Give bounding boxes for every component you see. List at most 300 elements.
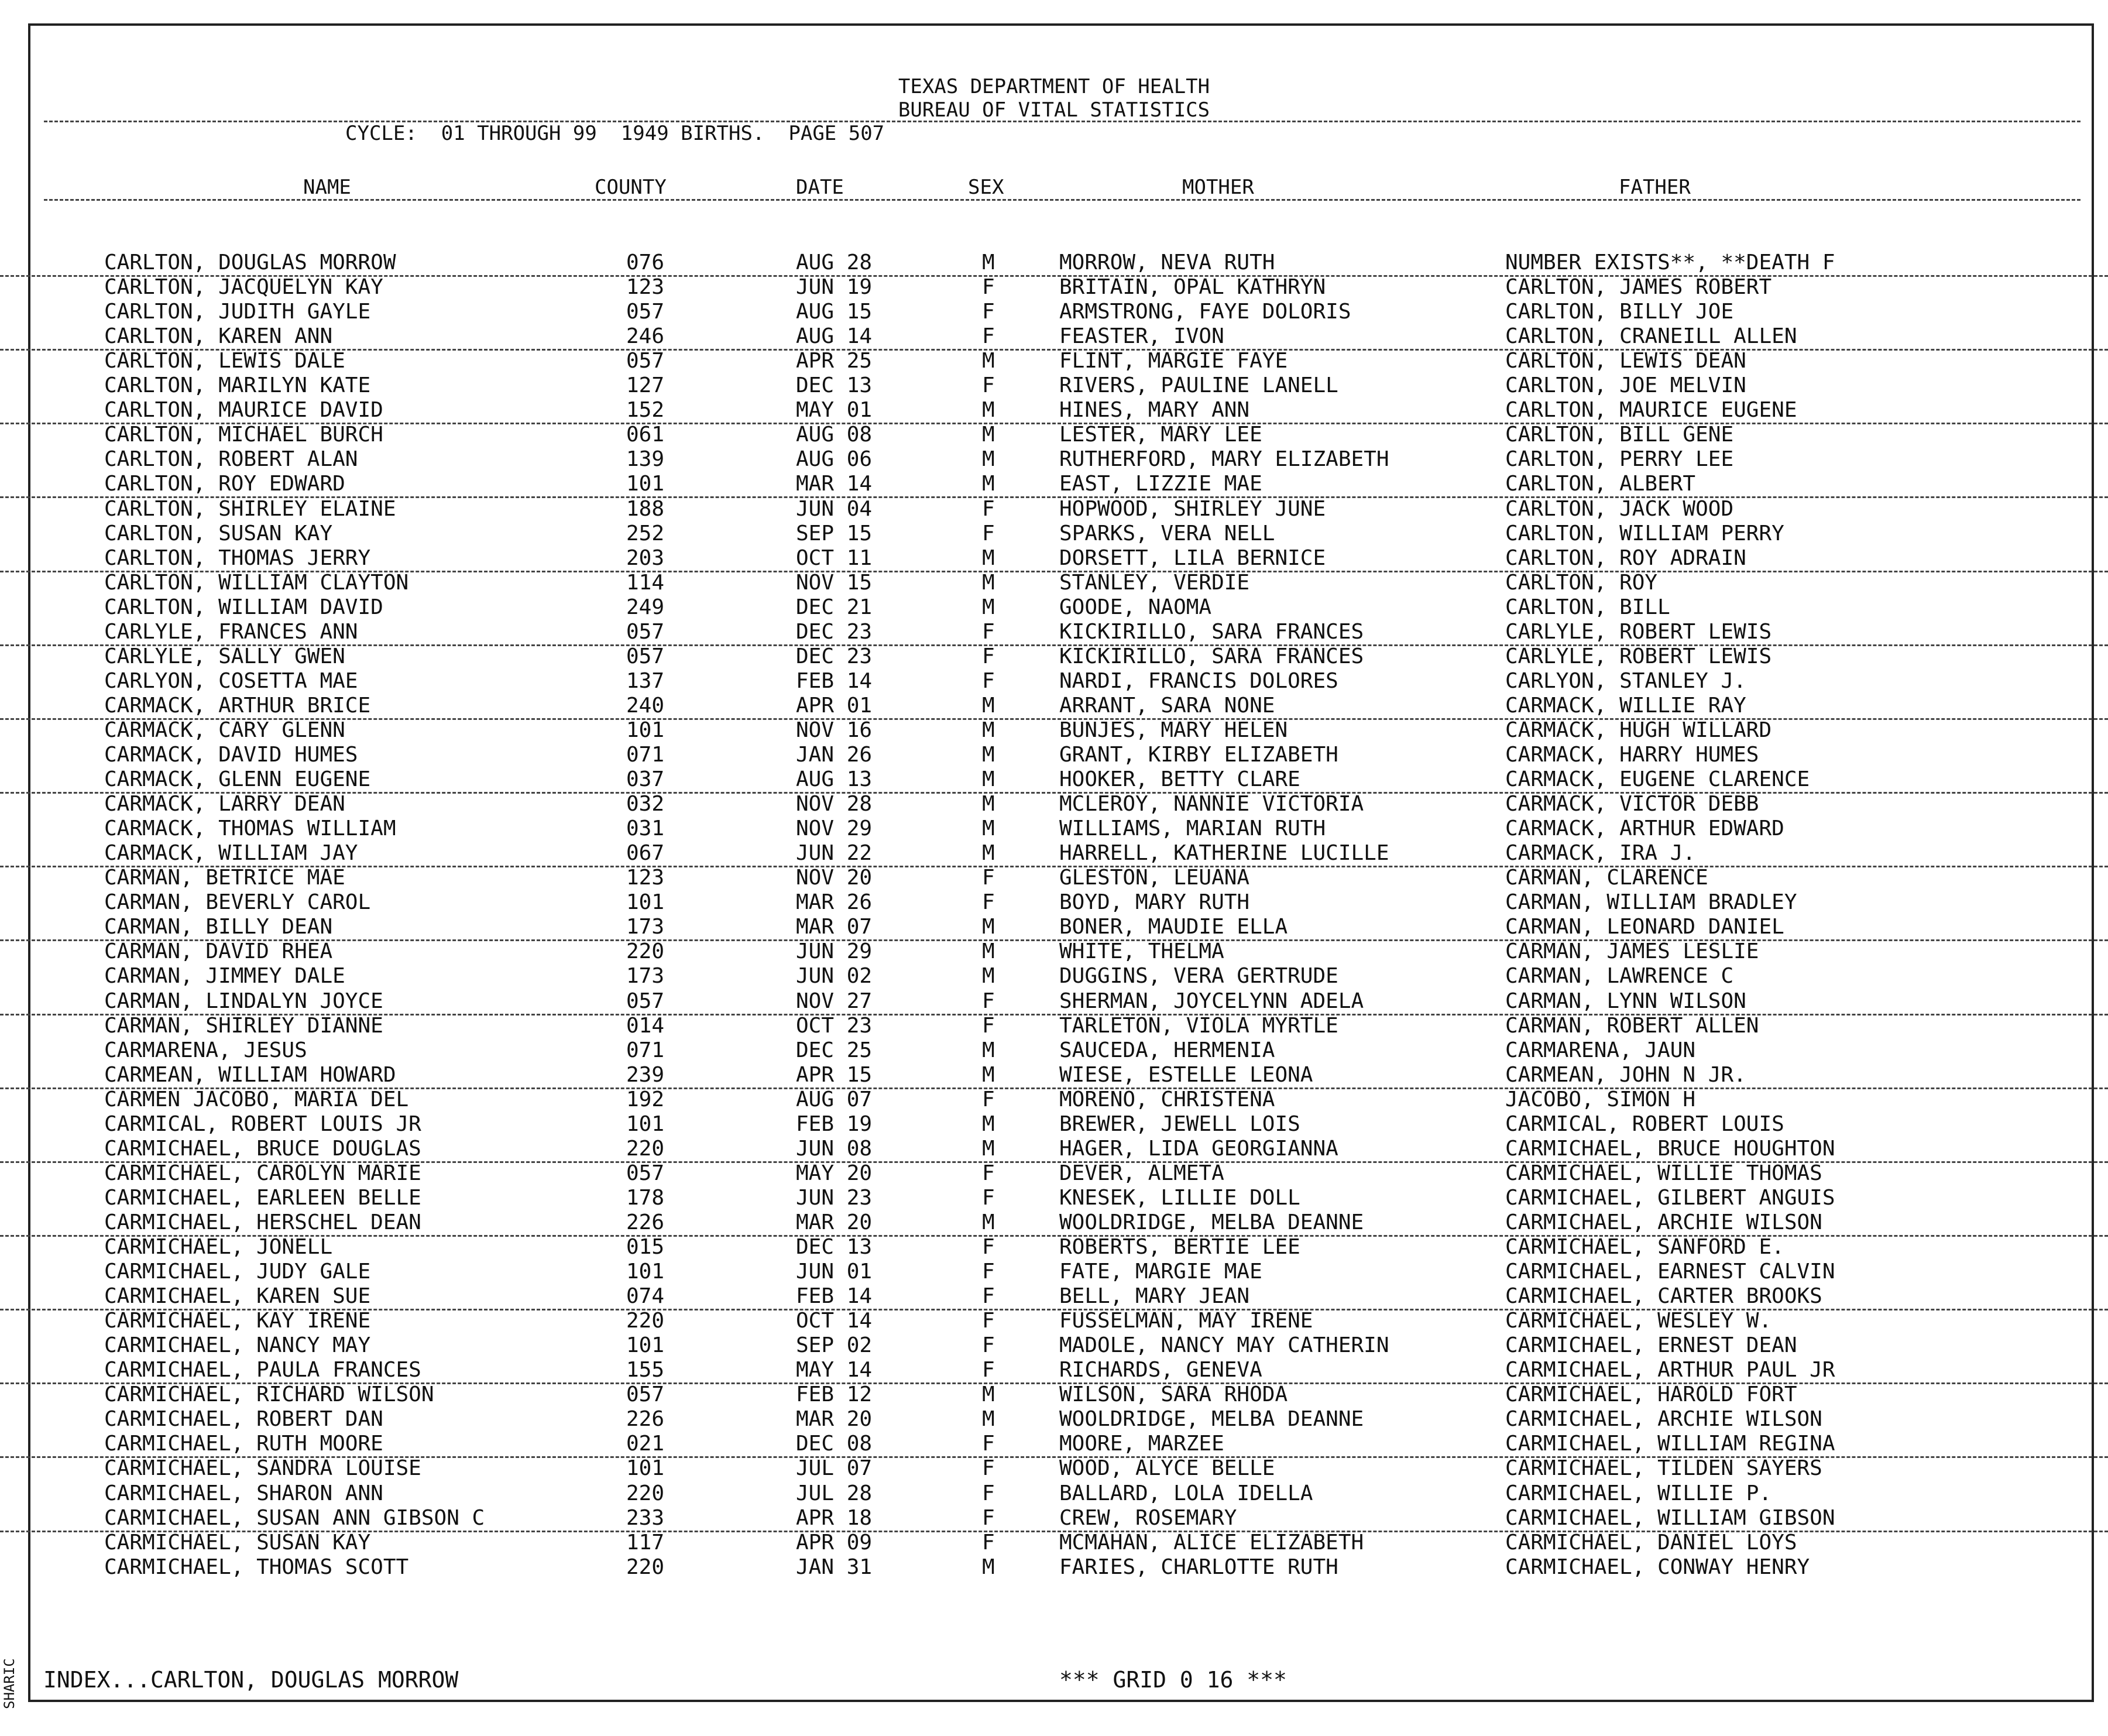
cell-mother: NARDI, FRANCIS DOLORES bbox=[1059, 668, 1338, 693]
table-row bbox=[0, 915, 2108, 941]
cell-sex: M bbox=[982, 1555, 995, 1579]
table-row bbox=[0, 644, 2108, 669]
cell-father: CARLYLE, ROBERT LEWIS bbox=[1505, 619, 1772, 644]
cell-county: 173 bbox=[626, 915, 665, 939]
cell-father: CARMACK, IRA J. bbox=[1505, 841, 1696, 866]
cell-sex: M bbox=[982, 1111, 995, 1136]
cell-father: CARMICHAEL, WILLIAM GIBSON bbox=[1505, 1505, 1835, 1530]
cell-date: MAY 20 bbox=[796, 1161, 873, 1185]
table-row bbox=[0, 1063, 2108, 1089]
cell-name: CARMAN, LINDALYN JOYCE bbox=[104, 989, 383, 1013]
column-sex: SEX bbox=[968, 176, 1004, 199]
cell-county: 101 bbox=[626, 1333, 665, 1358]
cell-father: CARMAN, LEONARD DANIEL bbox=[1505, 915, 1784, 939]
cell-county: 220 bbox=[626, 1309, 665, 1333]
table-row bbox=[0, 423, 2108, 447]
cell-name: CARLTON, SHIRLEY ELAINE bbox=[104, 496, 396, 521]
cell-date: AUG 28 bbox=[796, 251, 873, 275]
cell-mother: HAGER, LIDA GEORGIANNA bbox=[1059, 1136, 1338, 1161]
column-father: FATHER bbox=[1619, 176, 1691, 199]
cell-date: AUG 14 bbox=[796, 324, 873, 349]
table-row bbox=[0, 300, 2108, 324]
cell-name: CARLTON, MICHAEL BURCH bbox=[104, 423, 383, 447]
cell-name: CARMICHAEL, JONELL bbox=[104, 1235, 333, 1259]
cell-mother: BUNJES, MARY HELEN bbox=[1059, 718, 1288, 742]
cell-father: CARLTON, WILLIAM PERRY bbox=[1505, 521, 1784, 545]
cell-father: CARMICAL, ROBERT LOUIS bbox=[1505, 1111, 1784, 1136]
cell-date: DEC 23 bbox=[796, 619, 873, 644]
cell-county: 057 bbox=[626, 300, 665, 324]
cell-mother: STANLEY, VERDIE bbox=[1059, 570, 1250, 595]
cell-date: NOV 16 bbox=[796, 718, 873, 742]
cell-name: CARMAN, SHIRLEY DIANNE bbox=[104, 1013, 383, 1038]
cell-name: CARMICHAEL, KAREN SUE bbox=[104, 1284, 371, 1309]
cell-county: 101 bbox=[626, 890, 665, 915]
table-row bbox=[0, 939, 2108, 964]
cell-father: CARLTON, MAURICE EUGENE bbox=[1505, 398, 1797, 423]
cell-sex: F bbox=[982, 1260, 995, 1284]
cell-name: CARLTON, DOUGLAS MORROW bbox=[104, 251, 396, 275]
cell-father: CARLTON, LEWIS DEAN bbox=[1505, 349, 1746, 373]
cell-county: 192 bbox=[626, 1087, 665, 1111]
cell-county: 101 bbox=[626, 1260, 665, 1284]
cell-name: CARMAN, JIMMEY DALE bbox=[104, 964, 345, 989]
cell-sex: M bbox=[982, 743, 995, 767]
cell-father: CARMAN, JAMES LESLIE bbox=[1505, 939, 1759, 964]
cell-father: CARLTON, CRANEILL ALLEN bbox=[1505, 324, 1797, 349]
cell-mother: MCLEROY, NANNIE VICTORIA bbox=[1059, 792, 1364, 816]
cell-date: JUL 07 bbox=[796, 1456, 873, 1481]
cell-date: AUG 07 bbox=[796, 1087, 873, 1111]
table-row bbox=[0, 522, 2108, 546]
cell-mother: WHITE, THELMA bbox=[1059, 939, 1224, 964]
header-bureau: BUREAU OF VITAL STATISTICS bbox=[898, 98, 1210, 122]
table-row bbox=[0, 1112, 2108, 1137]
table-row bbox=[0, 620, 2108, 646]
cell-county: 252 bbox=[626, 521, 665, 545]
cell-county: 074 bbox=[626, 1284, 665, 1309]
table-row bbox=[0, 1087, 2108, 1112]
cell-father: CARMACK, HUGH WILLARD bbox=[1505, 718, 1772, 742]
table-row bbox=[0, 1333, 2108, 1358]
cell-county: 152 bbox=[626, 398, 665, 423]
cell-mother: BALLARD, LOLA IDELLA bbox=[1059, 1481, 1313, 1505]
cell-date: MAY 01 bbox=[796, 398, 873, 423]
cell-sex: M bbox=[982, 964, 995, 989]
cell-sex: M bbox=[982, 472, 995, 496]
cell-mother: ROBERTS, BERTIE LEE bbox=[1059, 1235, 1300, 1259]
table-row bbox=[0, 571, 2108, 595]
cell-date: DEC 21 bbox=[796, 595, 873, 619]
cell-mother: FEASTER, IVON bbox=[1059, 324, 1224, 349]
cell-name: CARMEN JACOBO, MARIA DEL bbox=[104, 1087, 409, 1111]
cell-county: 061 bbox=[626, 423, 665, 447]
cell-date: FEB 14 bbox=[796, 1284, 873, 1309]
cell-father: CARMICHAEL, ARCHIE WILSON bbox=[1505, 1210, 1822, 1234]
cell-mother: FUSSELMAN, MAY IRENE bbox=[1059, 1309, 1313, 1333]
cell-date: MAR 20 bbox=[796, 1210, 873, 1234]
cell-sex: F bbox=[982, 1505, 995, 1530]
cell-sex: F bbox=[982, 1284, 995, 1309]
cell-sex: M bbox=[982, 939, 995, 964]
cell-father: CARLTON, JACK WOOD bbox=[1505, 496, 1734, 521]
cell-county: 021 bbox=[626, 1432, 665, 1456]
cell-name: CARMICAL, ROBERT LOUIS JR bbox=[104, 1111, 421, 1136]
table-row bbox=[0, 694, 2108, 720]
cell-date: FEB 19 bbox=[796, 1111, 873, 1136]
cell-father: CARMICHAEL, ERNEST DEAN bbox=[1505, 1333, 1797, 1358]
cell-mother: DUGGINS, VERA GERTRUDE bbox=[1059, 964, 1338, 989]
cell-date: APR 18 bbox=[796, 1505, 873, 1530]
cell-name: CARLTON, MARILYN KATE bbox=[104, 373, 371, 398]
cell-sex: M bbox=[982, 447, 995, 472]
cell-sex: F bbox=[982, 890, 995, 915]
table-row bbox=[0, 1284, 2108, 1310]
cell-father: CARLTON, ALBERT bbox=[1505, 472, 1696, 496]
cell-date: OCT 11 bbox=[796, 545, 873, 570]
cell-mother: MORROW, NEVA RUTH bbox=[1059, 251, 1275, 275]
cell-mother: WILLIAMS, MARIAN RUTH bbox=[1059, 816, 1326, 841]
cell-name: CARMAN, BETRICE MAE bbox=[104, 866, 345, 890]
cell-name: CARMAN, BEVERLY CAROL bbox=[104, 890, 371, 915]
cell-father: CARMACK, ARTHUR EDWARD bbox=[1505, 816, 1784, 841]
cell-mother: FARIES, CHARLOTTE RUTH bbox=[1059, 1555, 1338, 1579]
cell-name: CARLTON, ROBERT ALAN bbox=[104, 447, 358, 472]
cell-county: 101 bbox=[626, 718, 665, 742]
cell-sex: F bbox=[982, 644, 995, 668]
cell-name: CARLTON, ROY EDWARD bbox=[104, 472, 345, 496]
cell-county: 071 bbox=[626, 1038, 665, 1062]
cell-mother: DEVER, ALMETA bbox=[1059, 1161, 1224, 1185]
cell-father: CARMICHAEL, ARTHUR PAUL JR bbox=[1505, 1358, 1835, 1382]
cell-name: CARLYLE, FRANCES ANN bbox=[104, 619, 358, 644]
cell-sex: F bbox=[982, 1309, 995, 1333]
cell-father: CARMARENA, JAUN bbox=[1505, 1038, 1696, 1062]
cell-date: APR 15 bbox=[796, 1062, 873, 1087]
cell-mother: TARLETON, VIOLA MYRTLE bbox=[1059, 1013, 1338, 1038]
table-row bbox=[0, 1506, 2108, 1532]
table-row bbox=[0, 1456, 2108, 1481]
column-name: NAME bbox=[303, 176, 351, 199]
cell-sex: M bbox=[982, 841, 995, 866]
cell-county: 032 bbox=[626, 792, 665, 816]
cell-county: 057 bbox=[626, 349, 665, 373]
table-row bbox=[0, 767, 2108, 794]
cell-county: 240 bbox=[626, 693, 665, 718]
cell-mother: WILSON, SARA RHODA bbox=[1059, 1382, 1288, 1407]
table-row bbox=[0, 275, 2108, 300]
cell-name: CARMICHAEL, SHARON ANN bbox=[104, 1481, 383, 1505]
cell-county: 220 bbox=[626, 1136, 665, 1161]
cell-mother: MOORE, MARZEE bbox=[1059, 1432, 1224, 1456]
cell-sex: M bbox=[982, 792, 995, 816]
cell-father: CARMICHAEL, BRUCE HOUGHTON bbox=[1505, 1136, 1835, 1161]
cell-father: CARLTON, ROY bbox=[1505, 570, 1658, 595]
cell-mother: SHERMAN, JOYCELYNN ADELA bbox=[1059, 989, 1364, 1013]
table-row bbox=[0, 1137, 2108, 1163]
cell-mother: DORSETT, LILA BERNICE bbox=[1059, 545, 1326, 570]
cell-sex: F bbox=[982, 619, 995, 644]
cell-name: CARMICHAEL, PAULA FRANCES bbox=[104, 1358, 421, 1382]
table-row bbox=[0, 1210, 2108, 1237]
cell-county: 123 bbox=[626, 866, 665, 890]
table-row bbox=[0, 324, 2108, 351]
cell-county: 239 bbox=[626, 1062, 665, 1087]
cell-name: CARMICHAEL, THOMAS SCOTT bbox=[104, 1555, 409, 1579]
cell-sex: M bbox=[982, 595, 995, 619]
column-headers bbox=[0, 176, 2108, 199]
cell-name: CARMICHAEL, NANCY MAY bbox=[104, 1333, 371, 1358]
cell-date: MAR 26 bbox=[796, 890, 873, 915]
cell-county: 014 bbox=[626, 1013, 665, 1038]
cell-mother: RIVERS, PAULINE LANELL bbox=[1059, 373, 1338, 398]
cell-mother: MORENO, CHRISTENA bbox=[1059, 1087, 1275, 1111]
cell-father: CARMACK, HARRY HUMES bbox=[1505, 743, 1759, 767]
cell-date: JUN 02 bbox=[796, 964, 873, 989]
cell-name: CARMICHAEL, SUSAN KAY bbox=[104, 1530, 371, 1555]
cell-father: CARLTON, PERRY LEE bbox=[1505, 447, 1734, 472]
table-row bbox=[0, 1260, 2108, 1284]
cell-date: JUN 23 bbox=[796, 1185, 873, 1210]
cell-father: JACOBO, SIMON H bbox=[1505, 1087, 1696, 1111]
cell-sex: M bbox=[982, 349, 995, 373]
cell-father: CARLYON, STANLEY J. bbox=[1505, 668, 1746, 693]
cell-county: 139 bbox=[626, 447, 665, 472]
table-row bbox=[0, 472, 2108, 498]
table-row bbox=[0, 1382, 2108, 1407]
cell-name: CARMACK, WILLIAM JAY bbox=[104, 841, 358, 866]
cell-county: 188 bbox=[626, 496, 665, 521]
cell-date: FEB 14 bbox=[796, 668, 873, 693]
cell-father: CARMAN, LYNN WILSON bbox=[1505, 989, 1746, 1013]
footer-index: INDEX...CARLTON, DOUGLAS MORROW bbox=[43, 1667, 459, 1693]
cell-sex: F bbox=[982, 300, 995, 324]
cell-name: CARMACK, LARRY DEAN bbox=[104, 792, 345, 816]
cell-sex: F bbox=[982, 1161, 995, 1185]
cell-date: JUN 04 bbox=[796, 496, 873, 521]
cell-county: 203 bbox=[626, 545, 665, 570]
cell-sex: M bbox=[982, 423, 995, 447]
cell-mother: RUTHERFORD, MARY ELIZABETH bbox=[1059, 447, 1389, 472]
cell-date: JUN 29 bbox=[796, 939, 873, 964]
cell-name: CARMICHAEL, RUTH MOORE bbox=[104, 1432, 383, 1456]
table-row bbox=[0, 251, 2108, 277]
table-row bbox=[0, 841, 2108, 867]
cell-date: NOV 28 bbox=[796, 792, 873, 816]
cell-date: FEB 12 bbox=[796, 1382, 873, 1407]
cell-county: 101 bbox=[626, 1456, 665, 1481]
cell-mother: GOODE, NAOMA bbox=[1059, 595, 1212, 619]
cell-county: 067 bbox=[626, 841, 665, 866]
cell-sex: M bbox=[982, 1407, 995, 1432]
cell-name: CARLTON, JACQUELYN KAY bbox=[104, 275, 383, 300]
cell-father: CARMICHAEL, CARTER BROOKS bbox=[1505, 1284, 1822, 1309]
table-row bbox=[0, 989, 2108, 1015]
table-row bbox=[0, 398, 2108, 424]
cell-name: CARMEAN, WILLIAM HOWARD bbox=[104, 1062, 396, 1087]
cell-date: APR 01 bbox=[796, 693, 873, 718]
table-row bbox=[0, 1235, 2108, 1260]
cell-county: 178 bbox=[626, 1185, 665, 1210]
cell-mother: ARRANT, SARA NONE bbox=[1059, 693, 1275, 718]
cell-mother: FATE, MARGIE MAE bbox=[1059, 1260, 1262, 1284]
cell-name: CARMACK, GLENN EUGENE bbox=[104, 767, 371, 792]
cell-name: CARMICHAEL, SUSAN ANN GIBSON C bbox=[104, 1505, 485, 1530]
cell-sex: M bbox=[982, 915, 995, 939]
cell-date: JAN 26 bbox=[796, 743, 873, 767]
cell-county: 057 bbox=[626, 1161, 665, 1185]
cell-mother: BREWER, JEWELL LOIS bbox=[1059, 1111, 1300, 1136]
table-row bbox=[0, 595, 2108, 620]
cell-sex: M bbox=[982, 1136, 995, 1161]
cell-date: MAR 07 bbox=[796, 915, 873, 939]
cell-sex: F bbox=[982, 1481, 995, 1505]
cell-mother: BRITAIN, OPAL KATHRYN bbox=[1059, 275, 1326, 300]
cell-name: CARLTON, JUDITH GAYLE bbox=[104, 300, 371, 324]
cell-date: DEC 13 bbox=[796, 1235, 873, 1259]
cell-county: 249 bbox=[626, 595, 665, 619]
cell-date: JUN 22 bbox=[796, 841, 873, 866]
cell-county: 226 bbox=[626, 1210, 665, 1234]
cell-name: CARMICHAEL, CAROLYN MARIE bbox=[104, 1161, 421, 1185]
cell-date: MAR 20 bbox=[796, 1407, 873, 1432]
cell-name: CARLTON, WILLIAM DAVID bbox=[104, 595, 383, 619]
table-row bbox=[0, 447, 2108, 472]
cell-name: CARMICHAEL, ROBERT DAN bbox=[104, 1407, 383, 1432]
cell-sex: M bbox=[982, 1062, 995, 1087]
cell-sex: F bbox=[982, 866, 995, 890]
cell-mother: GRANT, KIRBY ELIZABETH bbox=[1059, 743, 1338, 767]
cell-name: CARMICHAEL, SANDRA LOUISE bbox=[104, 1456, 421, 1481]
cell-sex: M bbox=[982, 545, 995, 570]
cell-father: CARMACK, WILLIE RAY bbox=[1505, 693, 1746, 718]
cell-sex: F bbox=[982, 1087, 995, 1111]
cell-sex: F bbox=[982, 1185, 995, 1210]
cell-date: AUG 13 bbox=[796, 767, 873, 792]
cell-father: CARMAN, LAWRENCE C bbox=[1505, 964, 1734, 989]
cell-mother: HOPWOOD, SHIRLEY JUNE bbox=[1059, 496, 1326, 521]
cell-sex: F bbox=[982, 275, 995, 300]
cell-date: OCT 14 bbox=[796, 1309, 873, 1333]
cell-date: APR 25 bbox=[796, 349, 873, 373]
cell-father: CARMICHAEL, WILLIAM REGINA bbox=[1505, 1432, 1835, 1456]
cell-mother: WOOLDRIDGE, MELBA DEANNE bbox=[1059, 1407, 1364, 1432]
table-row bbox=[0, 1309, 2108, 1333]
cell-county: 173 bbox=[626, 964, 665, 989]
cell-date: NOV 29 bbox=[796, 816, 873, 841]
cell-date: JUN 19 bbox=[796, 275, 873, 300]
cell-name: CARMICHAEL, BRUCE DOUGLAS bbox=[104, 1136, 421, 1161]
cell-county: 123 bbox=[626, 275, 665, 300]
cell-father: CARMICHAEL, WILLIE THOMAS bbox=[1505, 1161, 1822, 1185]
footer-grid: *** GRID 0 16 *** bbox=[1059, 1667, 1287, 1693]
cell-date: JUN 01 bbox=[796, 1260, 873, 1284]
cell-father: CARMACK, VICTOR DEBB bbox=[1505, 792, 1759, 816]
table-row bbox=[0, 890, 2108, 915]
cell-name: CARMAN, DAVID RHEA bbox=[104, 939, 333, 964]
cell-county: 015 bbox=[626, 1235, 665, 1259]
table-row bbox=[0, 669, 2108, 694]
cell-sex: F bbox=[982, 1013, 995, 1038]
cell-sex: M bbox=[982, 398, 995, 423]
cell-father: CARMICHAEL, DANIEL LOYS bbox=[1505, 1530, 1797, 1555]
cell-father: NUMBER EXISTS**, **DEATH F bbox=[1505, 251, 1835, 275]
cell-mother: WOOD, ALYCE BELLE bbox=[1059, 1456, 1275, 1481]
cell-date: OCT 23 bbox=[796, 1013, 873, 1038]
cell-name: CARMICHAEL, HERSCHEL DEAN bbox=[104, 1210, 421, 1234]
table-row bbox=[0, 349, 2108, 373]
cell-mother: BELL, MARY JEAN bbox=[1059, 1284, 1250, 1309]
cell-county: 101 bbox=[626, 472, 665, 496]
cell-name: CARMACK, THOMAS WILLIAM bbox=[104, 816, 396, 841]
cell-mother: CREW, ROSEMARY bbox=[1059, 1505, 1237, 1530]
cell-mother: EAST, LIZZIE MAE bbox=[1059, 472, 1262, 496]
cell-father: CARLTON, JAMES ROBERT bbox=[1505, 275, 1772, 300]
cell-sex: F bbox=[982, 496, 995, 521]
cell-county: 057 bbox=[626, 644, 665, 668]
cell-name: CARLTON, KAREN ANN bbox=[104, 324, 333, 349]
cell-date: JUL 28 bbox=[796, 1481, 873, 1505]
cell-sex: F bbox=[982, 1235, 995, 1259]
table-row bbox=[0, 1358, 2108, 1384]
table-row bbox=[0, 1186, 2108, 1210]
cell-mother: MADOLE, NANCY MAY CATHERIN bbox=[1059, 1333, 1389, 1358]
cell-county: 071 bbox=[626, 743, 665, 767]
cell-sex: F bbox=[982, 1456, 995, 1481]
cell-date: AUG 06 bbox=[796, 447, 873, 472]
cell-county: 233 bbox=[626, 1505, 665, 1530]
cell-county: 220 bbox=[626, 1481, 665, 1505]
cell-county: 155 bbox=[626, 1358, 665, 1382]
cell-father: CARMICHAEL, HAROLD FORT bbox=[1505, 1382, 1797, 1407]
cell-father: CARMICHAEL, GILBERT ANGUIS bbox=[1505, 1185, 1835, 1210]
cell-sex: M bbox=[982, 251, 995, 275]
cell-date: NOV 20 bbox=[796, 866, 873, 890]
cell-mother: SAUCEDA, HERMENIA bbox=[1059, 1038, 1275, 1062]
table-row bbox=[0, 1161, 2108, 1186]
cell-date: SEP 15 bbox=[796, 521, 873, 545]
cell-date: MAY 14 bbox=[796, 1358, 873, 1382]
cell-father: CARLTON, ROY ADRAIN bbox=[1505, 545, 1746, 570]
cell-father: CARMICHAEL, TILDEN SAYERS bbox=[1505, 1456, 1822, 1481]
cell-date: DEC 13 bbox=[796, 373, 873, 398]
cell-father: CARMICHAEL, SANFORD E. bbox=[1505, 1235, 1784, 1259]
cell-father: CARLTON, BILL GENE bbox=[1505, 423, 1734, 447]
header-department: TEXAS DEPARTMENT OF HEALTH bbox=[898, 75, 1210, 98]
cell-father: CARMICHAEL, WILLIE P. bbox=[1505, 1481, 1772, 1505]
cell-mother: RICHARDS, GENEVA bbox=[1059, 1358, 1262, 1382]
cell-mother: KNESEK, LILLIE DOLL bbox=[1059, 1185, 1300, 1210]
cell-sex: F bbox=[982, 373, 995, 398]
cell-county: 057 bbox=[626, 989, 665, 1013]
side-label: SHARIC bbox=[1, 1658, 18, 1709]
cell-name: CARMICHAEL, KAY IRENE bbox=[104, 1309, 371, 1333]
table-row bbox=[0, 718, 2108, 743]
cell-father: CARMICHAEL, EARNEST CALVIN bbox=[1505, 1260, 1835, 1284]
cell-date: MAR 14 bbox=[796, 472, 873, 496]
cell-sex: F bbox=[982, 1530, 995, 1555]
table-row bbox=[0, 373, 2108, 398]
cell-sex: F bbox=[982, 1333, 995, 1358]
cell-sex: F bbox=[982, 521, 995, 545]
cell-county: 057 bbox=[626, 1382, 665, 1407]
cell-sex: M bbox=[982, 1210, 995, 1234]
cell-name: CARLTON, LEWIS DALE bbox=[104, 349, 345, 373]
table-row bbox=[0, 816, 2108, 841]
cell-mother: HINES, MARY ANN bbox=[1059, 398, 1250, 423]
cell-name: CARMAN, BILLY DEAN bbox=[104, 915, 333, 939]
table-row bbox=[0, 964, 2108, 989]
